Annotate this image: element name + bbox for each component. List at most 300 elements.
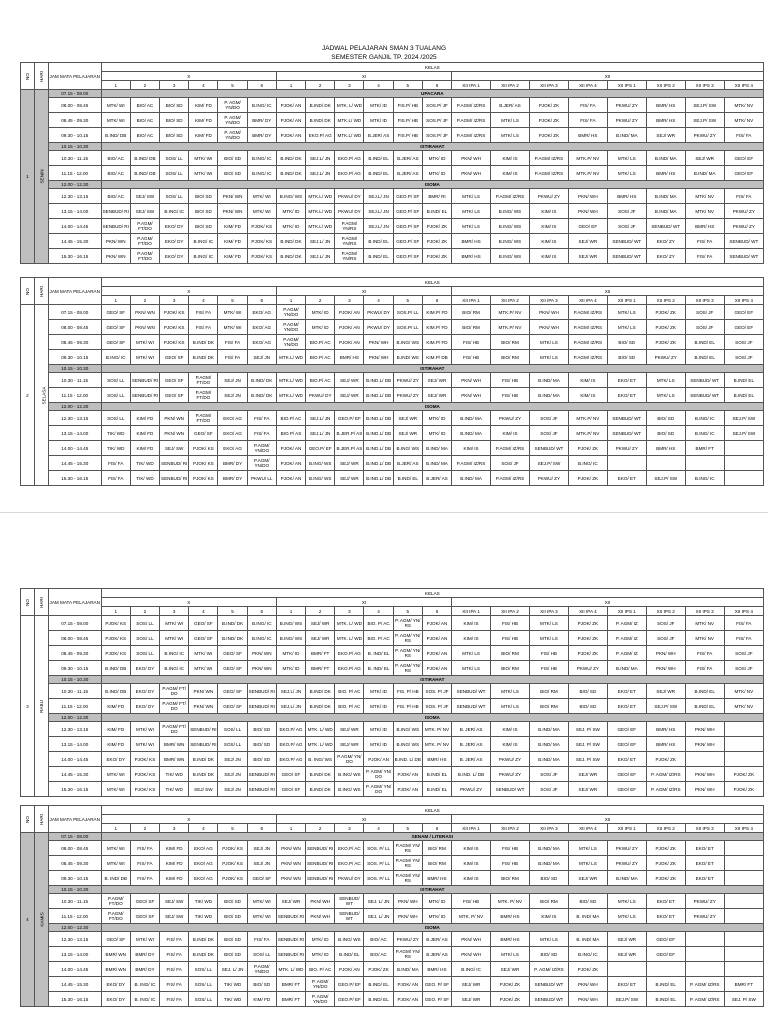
schedule-cell: PJOK/ ZK xyxy=(646,320,685,335)
schedule-cell: GEO/ SF xyxy=(218,684,247,699)
schedule-cell: PKN/ WH xyxy=(364,335,393,350)
time-slot: 07.15 - 08.00 xyxy=(48,305,101,320)
schedule-cell xyxy=(724,752,763,767)
header-hari: HARI xyxy=(34,589,48,616)
schedule-cell: SEJ/ WR xyxy=(306,631,335,646)
schedule-cell: BIO. P/ AC xyxy=(306,962,335,977)
schedule-cell xyxy=(724,962,763,977)
schedule-cell: B. IND/ DB xyxy=(101,871,130,886)
schedule-cell: B.IND/ EL xyxy=(422,767,451,782)
schedule-cell: PKN/ WH xyxy=(393,909,422,924)
time-slot: 08.00 - 08.45 xyxy=(48,98,101,113)
schedule-cell: KIM.P/ FD xyxy=(422,320,451,335)
schedule-cell: EKO/ AG xyxy=(247,305,276,320)
schedule-cell: SEJ/ WR xyxy=(422,388,451,403)
schedule-cell: MTK/ ID xyxy=(306,932,335,947)
schedule-cell: FIS/ FA xyxy=(724,128,763,143)
schedule-cell: SEJ/ SW xyxy=(160,894,189,909)
schedule-cell: B.IND/ MA xyxy=(452,411,491,426)
schedule-cell: EKO.P/ AG xyxy=(306,128,335,143)
schedule-cell: PKN/ WN xyxy=(218,189,247,204)
schedule-cell: SEJ.P/ SW xyxy=(724,426,763,441)
schedule-cell: B.IND/ EL xyxy=(685,335,724,350)
header-grade-x: X xyxy=(101,815,276,824)
schedule-cell: MTK/ ID xyxy=(364,98,393,113)
schedule-cell: BMR/ DY xyxy=(130,947,159,962)
schedule-cell: SEJ.P/ SW xyxy=(529,456,568,471)
schedule-cell: B.IND/ EL xyxy=(422,782,451,797)
day-name: RABU xyxy=(34,616,48,797)
schedule-cell: B.IND/ EL xyxy=(724,373,763,388)
schedule-cell: PJOK/ AN xyxy=(276,471,305,486)
schedule-cell: P.AGM/ YN/DO xyxy=(247,441,276,456)
schedule-cell: P.AGM/ IZ/RS xyxy=(568,320,607,335)
schedule-cell: EKO/ ET xyxy=(685,841,724,856)
schedule-cell: PKWU/ ZY xyxy=(607,856,646,871)
merged-activity: ISTIRAHAT xyxy=(101,676,763,684)
schedule-cell: BMR/ FT xyxy=(306,646,335,661)
schedule-cell: FIS/ HB xyxy=(491,616,530,631)
schedule-cell: B.ING/ WS xyxy=(306,471,335,486)
schedule-cell: P.AGM/ IZ/RS xyxy=(491,441,530,456)
schedule-cell: PJOK/ AN xyxy=(335,320,364,335)
schedule-cell: P. AGM/ YN/ RS xyxy=(393,616,422,631)
schedule-cell: PJOK/ ZK xyxy=(568,471,607,486)
header-class-col: XII IPS 2 xyxy=(646,296,685,305)
schedule-cell: P.AGM/ IZ/RS xyxy=(568,305,607,320)
schedule-cell: PJOK/ ZK xyxy=(724,782,763,797)
table-row xyxy=(21,932,764,947)
schedule-cell: SEJ/ WR xyxy=(568,871,607,886)
schedule-cell: TIK/ WD xyxy=(101,426,130,441)
schedule-cell: MTK. P/ NV xyxy=(452,909,491,924)
schedule-cell: PKWU/ ZY xyxy=(685,128,724,143)
schedule-cell: SEJ. L/ JN xyxy=(218,962,247,977)
schedule-cell: MTK.P/ NV xyxy=(491,320,530,335)
schedule-cell: B.ING/ WS xyxy=(491,204,530,219)
schedule-cell: PJOK/ KS xyxy=(101,646,130,661)
schedule-cell: PKN/ WN xyxy=(218,204,247,219)
schedule-cell: PKN/ WH xyxy=(685,737,724,752)
schedule-cell: SENBUD/ WT xyxy=(724,249,763,264)
schedule-cell: B.IND/ WS xyxy=(393,350,422,365)
schedule-cell: MTK/ ID xyxy=(364,684,393,699)
schedule-cell: KIM/ FD xyxy=(218,219,247,234)
schedule-cell: B.ING/ IC xyxy=(568,456,607,471)
schedule-cell: B.IND/ DK xyxy=(189,932,218,947)
schedule-cell: BIO/ SD xyxy=(160,128,189,143)
schedule-cell: BIO/ SD xyxy=(568,699,607,714)
schedule-cell: SEJ/ WR xyxy=(393,411,422,426)
schedule-cell: B.ING/ WS xyxy=(491,219,530,234)
table-row xyxy=(21,992,764,1007)
schedule-cell: MTK/ ID xyxy=(422,151,451,166)
schedule-cell: EKO/ DY xyxy=(101,992,130,1007)
schedule-cell: BIO. P/ AC xyxy=(364,631,393,646)
schedule-cell xyxy=(646,456,685,471)
schedule-cell: FIS/ FA xyxy=(160,932,189,947)
schedule-cell: PKN/ WN xyxy=(130,320,159,335)
schedule-cell: B.IND/ MA xyxy=(393,962,422,977)
schedule-cell: P. AGM/ IZ xyxy=(607,646,646,661)
schedule-cell: GEO.P/ SF xyxy=(393,204,422,219)
schedule-cell: SEJ.L/ JN xyxy=(306,151,335,166)
schedule-cell: MTK. P/ NV xyxy=(491,894,530,909)
schedule-cell: FIS. P/ HB xyxy=(393,684,422,699)
schedule-cell: MTK.P/ NV xyxy=(568,411,607,426)
table-row xyxy=(21,234,764,249)
table-row xyxy=(21,441,764,456)
schedule-cell: P. AGM/ YN/ RS xyxy=(393,646,422,661)
schedule-cell: SEJ.L/ JN xyxy=(276,684,305,699)
schedule-cell: GEO/ EF xyxy=(568,219,607,234)
schedule-cell: SOS/ LL xyxy=(218,722,247,737)
schedule-cell: SOS/ LL xyxy=(160,189,189,204)
schedule-cell: EKO/ ET xyxy=(607,752,646,767)
schedule-cell: KIM/ FD xyxy=(247,992,276,1007)
table-row xyxy=(21,219,764,234)
schedule-cell: FIS/ FA xyxy=(189,320,218,335)
schedule-cell: B.JER/ AS xyxy=(393,151,422,166)
schedule-cell: B.IND/ DK xyxy=(276,166,305,181)
schedule-cell: B.IND/ DK xyxy=(189,947,218,962)
day-number: 3 xyxy=(21,616,35,797)
schedule-cell: BIO/ RM xyxy=(529,684,568,699)
schedule-cell: GEO/ SF xyxy=(160,350,189,365)
schedule-cell: SEJ.L/ JN xyxy=(306,426,335,441)
schedule-cell: FIS/ FA xyxy=(160,992,189,1007)
schedule-cell: BIO/ SD xyxy=(160,113,189,128)
schedule-cell: BMR/ HS xyxy=(607,189,646,204)
schedule-cell: EKO.P/ AG xyxy=(335,151,364,166)
schedule-cell: B.ING/ WS xyxy=(335,782,364,797)
schedule-cell: P. AGM/ YN/ DO xyxy=(364,767,393,782)
time-slot: 15.30 - 16.15 xyxy=(48,249,101,264)
schedule-cell: BIO/ SD xyxy=(218,894,247,909)
schedule-cell: MTK.L/ WD xyxy=(276,388,305,403)
schedule-cell: B.JER.P/ AS xyxy=(335,426,364,441)
schedule-cell: GEO/ SF xyxy=(189,631,218,646)
schedule-cell: SOS/ JF xyxy=(724,661,763,676)
schedule-cell: BIO/ RM xyxy=(452,305,491,320)
schedule-cell: SENBUD/ RI xyxy=(130,373,159,388)
schedule-cell: B.IND/ EL xyxy=(364,977,393,992)
schedule-cell: MTK/ WI xyxy=(101,767,130,782)
schedule-cell: SOS/ JF xyxy=(491,456,530,471)
time-slot: 10.30 - 11.15 xyxy=(48,373,101,388)
schedule-cell: GEO/ EF xyxy=(724,166,763,181)
schedule-cell: SOS/ LL xyxy=(130,616,159,631)
header-class-col: 4 xyxy=(364,81,393,90)
time-slot: 15.30 - 16.15 xyxy=(48,782,101,797)
schedule-cell xyxy=(685,932,724,947)
schedule-cell: B.ING/ WS xyxy=(276,631,305,646)
schedule-cell: SOS.P/ LL xyxy=(393,305,422,320)
schedule-cell: SEJ/ JN xyxy=(247,841,276,856)
schedule-cell: KIM/ IS xyxy=(529,234,568,249)
schedule-cell: B.IND/ MA xyxy=(529,841,568,856)
schedule-cell: MTK/ ID xyxy=(364,113,393,128)
schedule-cell: BMR/ HS xyxy=(646,441,685,456)
schedule-cell: PKN/ WH xyxy=(452,932,491,947)
schedule-cell: SOS/ JF xyxy=(685,320,724,335)
time-slot: 11.15 - 12.00 xyxy=(48,388,101,403)
schedule-cell: SEJ/ WR xyxy=(422,373,451,388)
schedule-cell: BIO/ AC xyxy=(130,128,159,143)
schedule-cell: PJOK/ ZK xyxy=(364,962,393,977)
schedule-cell: BMR/ HS xyxy=(646,737,685,752)
time-slot: 09.30 - 10.15 xyxy=(48,871,101,886)
schedule-cell: B. JER/ AS xyxy=(452,752,491,767)
schedule-cell: EKO/ ET xyxy=(607,699,646,714)
schedule-cell: P.AGM/ FT/DO xyxy=(101,909,130,924)
schedule-cell: PKN/ WN xyxy=(247,646,276,661)
header-grade-xii: XII xyxy=(452,72,764,81)
schedule-cell: MTK.L/ WD xyxy=(306,189,335,204)
schedule-cell: GEO/ SF xyxy=(130,894,159,909)
schedule-cell: P.AGM/ YN/ RS xyxy=(393,841,422,856)
header-class-col: 5 xyxy=(218,824,247,833)
schedule-cell: PKWU/ DY xyxy=(335,189,364,204)
schedule-cell: GEO/ SF xyxy=(160,373,189,388)
header-class-col: 6 xyxy=(422,81,451,90)
schedule-cell: KIM/ FD xyxy=(130,441,159,456)
time-slot: 09.30 - 10.15 xyxy=(48,661,101,676)
schedule-cell: BMR/ HS xyxy=(422,871,451,886)
schedule-cell: P.AGM/ IZ/RS xyxy=(491,471,530,486)
schedule-cell: BIO/ RM xyxy=(452,320,491,335)
schedule-cell: PKN/ WN xyxy=(276,856,305,871)
header-class-col: 5 xyxy=(393,607,422,616)
schedule-cell: B.ING/ WS xyxy=(393,441,422,456)
schedule-cell: PJOK/ KS xyxy=(160,320,189,335)
schedule-cell: GEO/ EF xyxy=(724,305,763,320)
schedule-cell: MTK/ LS xyxy=(452,661,491,676)
schedule-cell: MTK/ LS xyxy=(607,151,646,166)
schedule-cell: B.ING/ IC xyxy=(160,646,189,661)
schedule-cell: EKO/ ET xyxy=(646,894,685,909)
schedule-cell: KIM/ IS xyxy=(491,166,530,181)
schedule-cell: EKO/ ET xyxy=(607,388,646,403)
schedule-cell: P. AGM/ IZ/RS xyxy=(685,992,724,1007)
schedule-cell: PJOK/ ZK xyxy=(491,992,530,1007)
schedule-cell: MTK/ WI xyxy=(247,909,276,924)
time-slot: 14.00 - 14.45 xyxy=(48,441,101,456)
schedule-cell: KIM/ IS xyxy=(491,722,530,737)
schedule-cell: B.IND/ EL xyxy=(364,992,393,1007)
time-slot: 13.15 - 14.00 xyxy=(48,204,101,219)
schedule-cell: BIO/ SD xyxy=(218,932,247,947)
time-slot: 12.00 - 12.30 xyxy=(48,403,101,411)
schedule-table xyxy=(20,62,764,264)
schedule-cell: MTK/ LS xyxy=(529,335,568,350)
schedule-cell: MTK/ WI xyxy=(247,204,276,219)
schedule-cell: B.IND/ DK xyxy=(276,234,305,249)
header-class-col: 3 xyxy=(160,296,189,305)
merged-activity: ISTIRAHAT xyxy=(101,365,763,373)
schedule-cell: PKN/ WN xyxy=(101,249,130,264)
schedule-cell: B. IND/ EL xyxy=(364,646,393,661)
schedule-cell: PJOK/ KS xyxy=(218,856,247,871)
schedule-cell: BIO/ SD xyxy=(646,426,685,441)
header-class-col: 5 xyxy=(393,296,422,305)
schedule-cell: BIO/ AC xyxy=(130,113,159,128)
schedule-cell: SEJ/ WR xyxy=(306,616,335,631)
schedule-cell: EKO/ ZY xyxy=(646,234,685,249)
schedule-cell: B.IND/ MA xyxy=(529,722,568,737)
schedule-cell: KIM/ FD xyxy=(160,856,189,871)
schedule-cell: BMR/ DY xyxy=(247,113,276,128)
schedule-cell: FIS/ HB xyxy=(452,335,491,350)
header-class-col: XII IPA 4 xyxy=(568,824,607,833)
schedule-cell: SOS/ LL xyxy=(247,947,276,962)
schedule-cell: BIO/ RM xyxy=(422,856,451,871)
header-class-col: XII IPA 2 xyxy=(491,607,530,616)
schedule-cell: PJOK/ KS xyxy=(130,767,159,782)
schedule-cell: PKN/ WH xyxy=(306,894,335,909)
header-class-col: 6 xyxy=(247,296,276,305)
schedule-cell: SENBUD/ RI xyxy=(160,456,189,471)
schedule-cell: PKN/ WN xyxy=(189,684,218,699)
schedule-cell: FIS/ FA xyxy=(247,411,276,426)
schedule-cell: PJOK/ ZK xyxy=(646,305,685,320)
merged-activity: ISTIRAHAT xyxy=(101,886,763,894)
header-class-col: 4 xyxy=(189,824,218,833)
schedule-cell: MTK.L/ WD xyxy=(276,373,305,388)
schedule-cell: PKWU/ ZY xyxy=(724,219,763,234)
header-jam: JAM MATA PELAJARAN xyxy=(48,278,101,305)
table-row xyxy=(21,886,764,894)
header-class-col: 1 xyxy=(276,81,305,90)
schedule-cell: MTK/ LS xyxy=(607,305,646,320)
schedule-cell: PJOK/ AN xyxy=(276,128,305,143)
table-row xyxy=(21,977,764,992)
time-slot: 08.45 - 09.30 xyxy=(48,113,101,128)
schedule-cell: MTK/ LS xyxy=(529,932,568,947)
schedule-cell: P. AGM/ IZ/RS xyxy=(646,782,685,797)
schedule-cell: B.IND/ MA xyxy=(685,166,724,181)
header-class-col: 2 xyxy=(306,296,335,305)
schedule-cell: FIS/ FA xyxy=(685,661,724,676)
schedule-cell: B.IND/ MA xyxy=(529,856,568,871)
schedule-cell: P.AGM/ FT/ DO xyxy=(160,684,189,699)
schedule-cell: SEJ/ WR xyxy=(568,249,607,264)
time-slot: 12.30 - 13.15 xyxy=(48,722,101,737)
schedule-cell: PJOK/ KS xyxy=(160,335,189,350)
schedule-cell: P. AGM/ YN/ RS xyxy=(393,631,422,646)
schedule-cell: MTK/ WI xyxy=(189,151,218,166)
schedule-cell: P. AGM/ YN/DO xyxy=(306,992,335,1007)
schedule-cell: MTK/ LS xyxy=(529,616,568,631)
schedule-cell: SEJ.L/ JN xyxy=(276,699,305,714)
schedule-subtitle: SEMESTER GANJIL TP. 2024 /2025 xyxy=(331,54,437,61)
schedule-cell: PKWU/ ZY xyxy=(491,411,530,426)
schedule-cell: MTK.P/ NV xyxy=(491,305,530,320)
schedule-cell: EKO.P/ AG xyxy=(276,722,305,737)
day-sheet-rabu xyxy=(20,588,764,797)
table-row xyxy=(21,676,764,684)
schedule-cell: FIS/ FA xyxy=(160,947,189,962)
header-no: NO xyxy=(21,278,35,305)
schedule-cell: P. AGM/ YN/ RS xyxy=(393,661,422,676)
schedule-cell: PJOK/ AN xyxy=(393,782,422,797)
schedule-cell: BMR/ DY xyxy=(247,128,276,143)
time-slot: 13.15 - 14.00 xyxy=(48,737,101,752)
header-class-col: 3 xyxy=(160,824,189,833)
schedule-cell: FIS/ HB xyxy=(491,373,530,388)
schedule-cell: B.ING/ IC xyxy=(247,98,276,113)
table-row xyxy=(21,947,764,962)
header-class-col: XII IPS 3 xyxy=(685,824,724,833)
schedule-cell: GEO.P/ EF xyxy=(335,411,364,426)
schedule-cell: P.AGM/ FT/DO xyxy=(130,234,159,249)
schedule-cell: GEO/ EF xyxy=(724,320,763,335)
time-slot: 12.30 - 13.15 xyxy=(48,411,101,426)
schedule-cell: SEJ/ SW xyxy=(160,909,189,924)
schedule-cell: B.ING/ WS xyxy=(276,189,305,204)
schedule-cell: KIM/ IS xyxy=(568,373,607,388)
header-class-col: 2 xyxy=(306,607,335,616)
schedule-cell: FIS.P/ HB xyxy=(393,128,422,143)
schedule-cell: P.AGM/ YN/DO xyxy=(276,305,305,320)
schedule-cell: B.IND.L/ DB xyxy=(364,471,393,486)
schedule-cell: SENBUD/ RI xyxy=(101,204,130,219)
day-sheet-senin xyxy=(20,62,764,264)
schedule-cell: FIS/ FA xyxy=(724,189,763,204)
schedule-cell: SEJ/ JN xyxy=(218,752,247,767)
schedule-cell: B.ING/ IC xyxy=(160,661,189,676)
time-slot: 14.45 - 15.30 xyxy=(48,977,101,992)
schedule-cell: PKN/ WN xyxy=(160,426,189,441)
schedule-cell: BIO/ RM xyxy=(491,646,530,661)
header-kelas: KELAS xyxy=(101,278,763,287)
schedule-cell: BIO/ SD xyxy=(218,909,247,924)
schedule-cell: PKN/ WH xyxy=(568,977,607,992)
schedule-cell: B.ING/ IC xyxy=(160,204,189,219)
schedule-cell: SENBUD/ RI xyxy=(306,856,335,871)
schedule-cell: B. JER/ AS xyxy=(452,722,491,737)
schedule-cell: GEO.P/ EF xyxy=(335,977,364,992)
schedule-cell: BIO/ SD xyxy=(529,947,568,962)
schedule-cell xyxy=(607,456,646,471)
schedule-cell: PJOK/ ZK xyxy=(724,767,763,782)
schedule-cell: FIS/ FA xyxy=(247,932,276,947)
schedule-cell: MTK/ LS xyxy=(607,909,646,924)
schedule-cell: SOS.P/ LL xyxy=(393,320,422,335)
schedule-cell: SOS/ LL xyxy=(101,373,130,388)
schedule-cell: PJOK/ ZK xyxy=(422,234,451,249)
schedule-cell: B.IND/ DB xyxy=(130,151,159,166)
schedule-cell: SOS/ JF xyxy=(607,204,646,219)
schedule-cell: BIO/ SD xyxy=(189,189,218,204)
schedule-cell: SENBUD/ RI xyxy=(306,871,335,886)
schedule-cell: SEJ/ WR xyxy=(568,782,607,797)
schedule-cell: B.IND/ MA xyxy=(607,128,646,143)
schedule-cell: KIM/ FD xyxy=(130,426,159,441)
schedule-cell: EKO/ ZY xyxy=(646,249,685,264)
header-class-col: XII IPA 1 xyxy=(452,607,491,616)
schedule-cell: GEO/ SF xyxy=(130,909,159,924)
schedule-cell: B.IND/ DK xyxy=(189,335,218,350)
schedule-cell: BIO. P/ AC xyxy=(364,616,393,631)
schedule-cell: SEJ/ WR xyxy=(335,722,364,737)
schedule-cell: P.AGM/ IZ/RS xyxy=(452,128,491,143)
schedule-cell: P.AGM/ YN/DO xyxy=(276,320,305,335)
schedule-cell: SEJ. P/ SW xyxy=(568,737,607,752)
table-row xyxy=(21,833,764,841)
schedule-cell: KIM/ IS xyxy=(491,151,530,166)
schedule-cell: B.IND/ MA xyxy=(607,661,646,676)
